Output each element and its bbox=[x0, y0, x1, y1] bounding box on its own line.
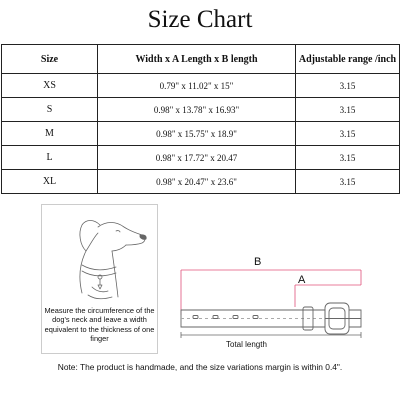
table-row bbox=[2, 170, 400, 194]
cell-range: 3.15 bbox=[296, 170, 400, 194]
collar-diagram bbox=[175, 255, 375, 345]
dog-measure-caption: Measure the circumference of the dog's neck and leave a width equivalent to the thickness of one finger bbox=[44, 306, 155, 344]
cell-dimensions: 0.79" x 11.02" x 15" bbox=[98, 74, 296, 98]
table-row bbox=[2, 122, 400, 146]
cell-size: XL bbox=[2, 170, 98, 194]
table-row bbox=[2, 74, 400, 98]
cell-dimensions: 0.98" x 15.75" x 18.9" bbox=[98, 122, 296, 146]
header-dimensions: Width x A Length x B length bbox=[98, 45, 296, 74]
table-row bbox=[2, 98, 400, 122]
cell-range: 3.15 bbox=[296, 146, 400, 170]
dog-measure-panel bbox=[41, 204, 158, 354]
dimension-a-label: A bbox=[298, 274, 306, 286]
table-row bbox=[2, 146, 400, 170]
cell-size: M bbox=[2, 122, 98, 146]
dog-head-illustration bbox=[42, 205, 157, 305]
cell-dimensions: 0.98" x 13.78" x 16.93" bbox=[98, 98, 296, 122]
header-adjustable-range: Adjustable range /inch bbox=[296, 45, 400, 74]
table-header-row bbox=[2, 45, 400, 74]
cell-range: 3.15 bbox=[296, 98, 400, 122]
handmade-note: Note: The product is handmade, and the size variations margin is within 0.4". bbox=[57, 362, 343, 372]
page-title: Size Chart bbox=[147, 6, 253, 33]
cell-range: 3.15 bbox=[296, 122, 400, 146]
cell-range: 3.15 bbox=[296, 74, 400, 98]
cell-size: L bbox=[2, 146, 98, 170]
cell-size: XS bbox=[2, 74, 98, 98]
cell-dimensions: 0.98" x 20.47" x 23.6" bbox=[98, 170, 296, 194]
size-chart-table bbox=[1, 44, 400, 194]
total-length-label: Total length bbox=[226, 340, 267, 349]
cell-size: S bbox=[2, 98, 98, 122]
cell-dimensions: 0.98" x 17.72" x 20.47 bbox=[98, 146, 296, 170]
header-size: Size bbox=[2, 45, 98, 74]
dimension-b-label: B bbox=[254, 256, 262, 268]
